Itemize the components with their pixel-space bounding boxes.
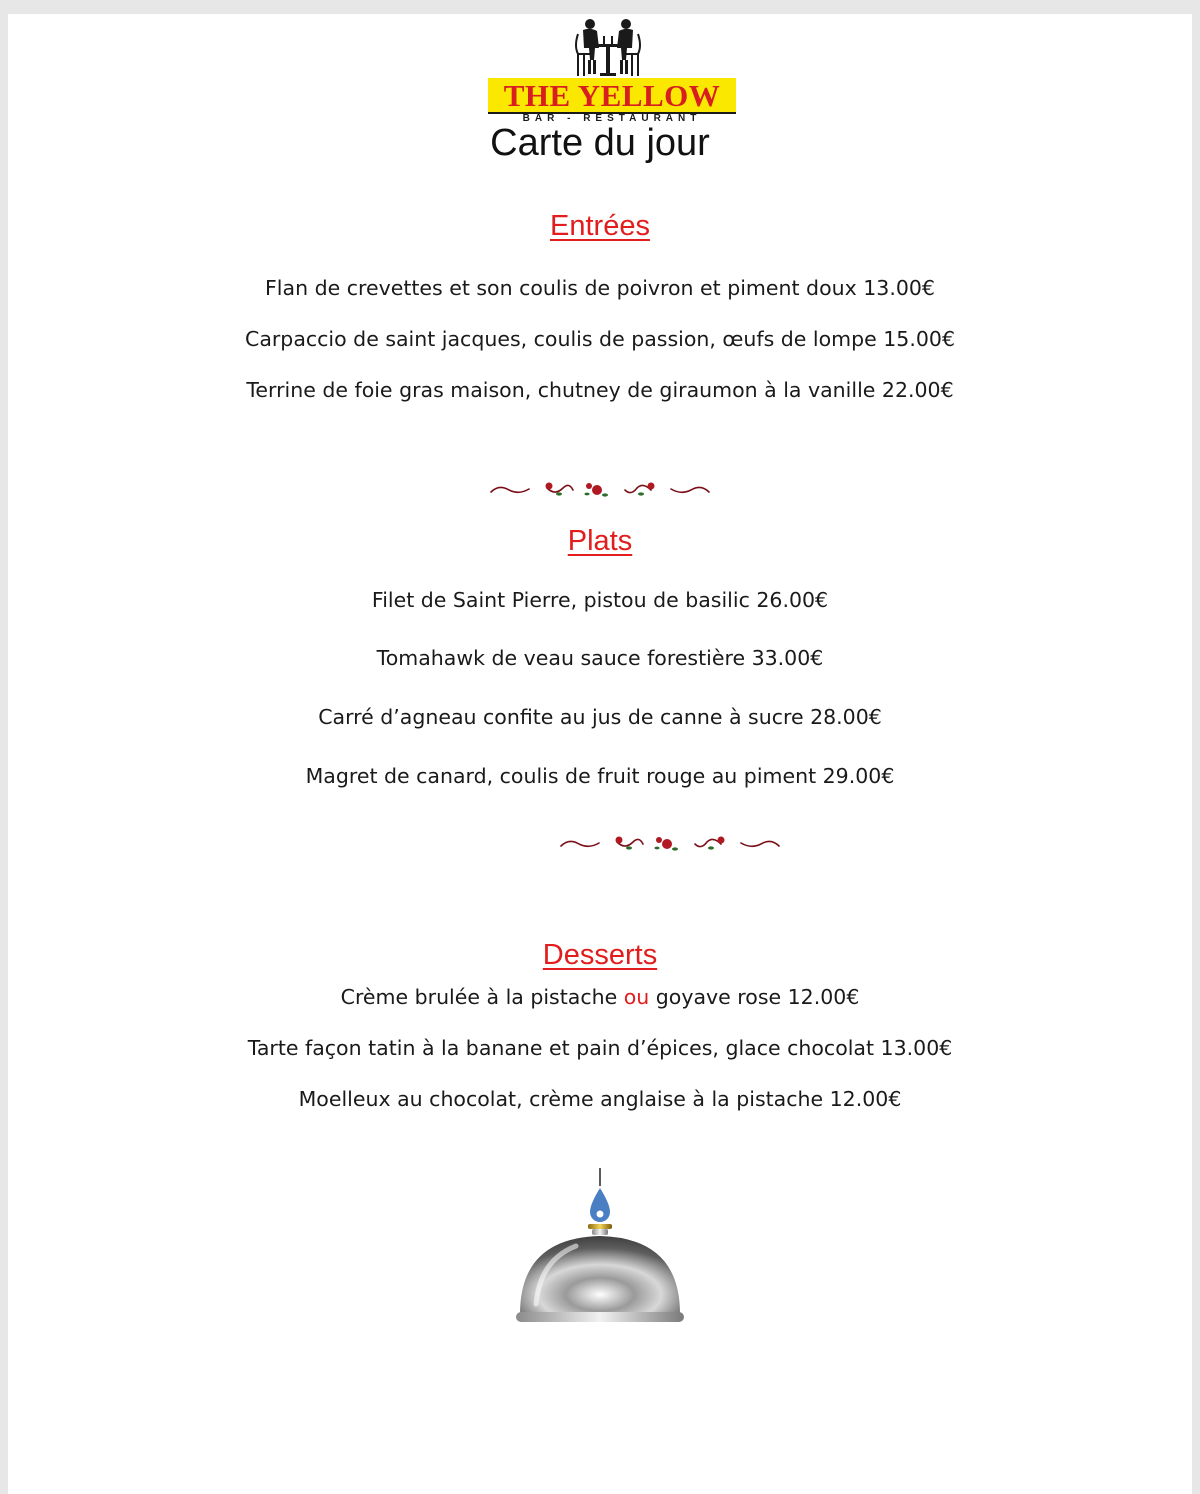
page-title: Carte du jour xyxy=(490,122,710,164)
section-title-entrees: Entrées xyxy=(550,210,650,242)
logo-brand: THE YELLOW xyxy=(488,78,736,114)
menu-item-or: ou xyxy=(623,985,650,1009)
section-title-desserts: Desserts xyxy=(542,939,658,971)
menu-item: Carré d’agneau confite au jus de canne à sucre 28.00€ xyxy=(318,705,882,729)
menu-item xyxy=(8,985,1192,1009)
menu-item: Filet de Saint Pierre, pistou de basilic 26.00€ xyxy=(371,588,829,612)
menu-item: Magret de canard, coulis de fruit rouge au piment 29.00€ xyxy=(305,764,895,788)
dining-couple-logo-icon xyxy=(570,14,646,78)
menu-item-text: Crème brulée à la pistache xyxy=(340,985,624,1009)
menu-item: Flan de crevettes et son coulis de poivron et piment doux 13.00€ xyxy=(265,276,935,300)
menu-item-text: goyave rose 12.00€ xyxy=(649,985,860,1009)
menu-item: Moelleux au chocolat, crème anglaise à la pistache 12.00€ xyxy=(298,1087,902,1111)
menu-item: Carpaccio de saint jacques, coulis de passion, œufs de lompe 15.00€ xyxy=(245,327,955,351)
rose-ornament-divider-icon xyxy=(555,832,785,858)
logo-subtitle: BAR - RESTAURANT xyxy=(522,113,702,124)
menu-page xyxy=(8,14,1192,1494)
section-title-plats: Plats xyxy=(567,525,633,557)
serving-cloche-icon xyxy=(516,1164,684,1354)
rose-ornament-divider-icon xyxy=(485,478,715,504)
menu-item: Tomahawk de veau sauce forestière 33.00€ xyxy=(376,646,824,670)
menu-item: Tarte façon tatin à la banane et pain d’épices, glace chocolat 13.00€ xyxy=(247,1036,953,1060)
menu-item: Terrine de foie gras maison, chutney de giraumon à la vanille 22.00€ xyxy=(246,378,954,402)
